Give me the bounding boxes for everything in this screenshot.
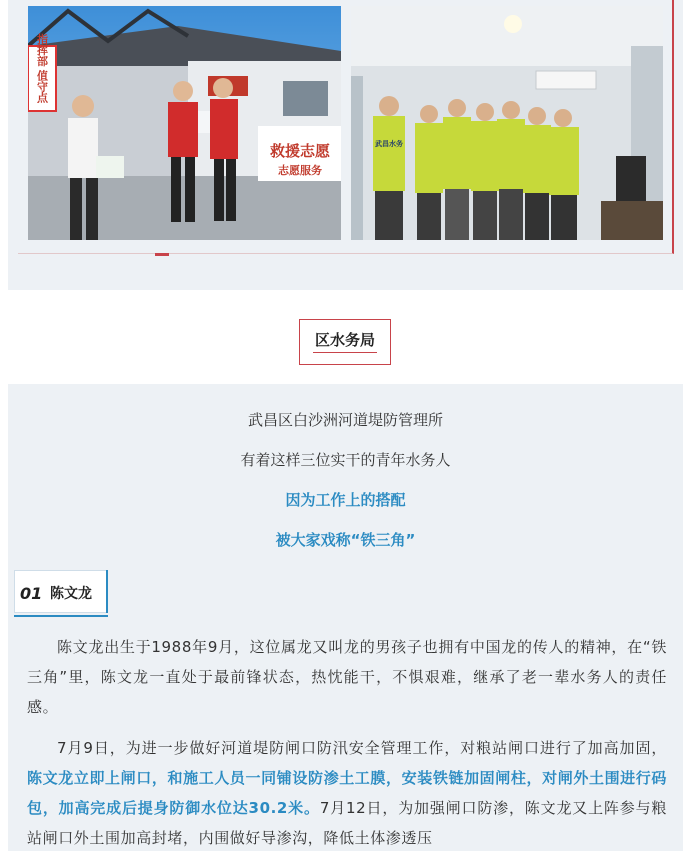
- intro-line-1: 武昌区白沙洲河道堤防管理所: [247, 411, 443, 429]
- volunteer-photo[interactable]: [28, 6, 341, 240]
- person-number: 01: [20, 584, 43, 603]
- team-photo[interactable]: [351, 6, 663, 240]
- paragraph-1: 陈文龙出生于1988年9月，这位属龙又叫龙的男孩子也拥有中国龙的传人的精神，在“铁三角”里，陈文龙一直处于最前锋状态，热忱能干，不惧艰难，继承了老一辈水务人的责任感。: [27, 638, 667, 716]
- intro-line-2: 有着这样三位实干的青年水务人: [240, 451, 451, 469]
- decorative-red-dash: [155, 253, 169, 256]
- section-title: 区水务局: [313, 331, 377, 353]
- paragraph-2-text-b: 7月12日，为加强闸口防渗，陈文龙又上阵参与粮站闸口外土围加高封堵，内围做好导渗沟，降低土体渗透压: [27, 799, 667, 847]
- banner-side-text: 指挥部 值守点: [35, 33, 49, 103]
- team-photo-image: [351, 6, 663, 240]
- banner-sub-text: 志愿服务: [278, 164, 322, 177]
- section-header: [299, 319, 391, 365]
- intro-line-3: 因为工作上的搭配: [285, 491, 406, 509]
- vest-text: 武昌水务: [375, 140, 403, 148]
- person-tag: [14, 570, 108, 613]
- paragraph-2-text-a: 7月9日，为进一步做好河道堤防闸口防汛安全管理工作，对粮站闸口进行了加高加固，: [57, 739, 667, 757]
- paragraph-2: [27, 733, 667, 853]
- banner-main-text: 救援志愿: [269, 142, 331, 160]
- person-name: 陈文龙: [50, 586, 92, 602]
- volunteer-photo-image: [28, 6, 341, 240]
- intro-line-4: 被大家戏称“铁三角”: [275, 531, 416, 549]
- person-tag-underline: [14, 615, 108, 617]
- paragraph-2-highlight: 陈文龙立即上闸口，和施工人员一同铺设防渗土工膜，安装铁链加固闸柱，对闸外土围进行码包，加高完成后提身防御水位达30.2米。: [27, 769, 667, 817]
